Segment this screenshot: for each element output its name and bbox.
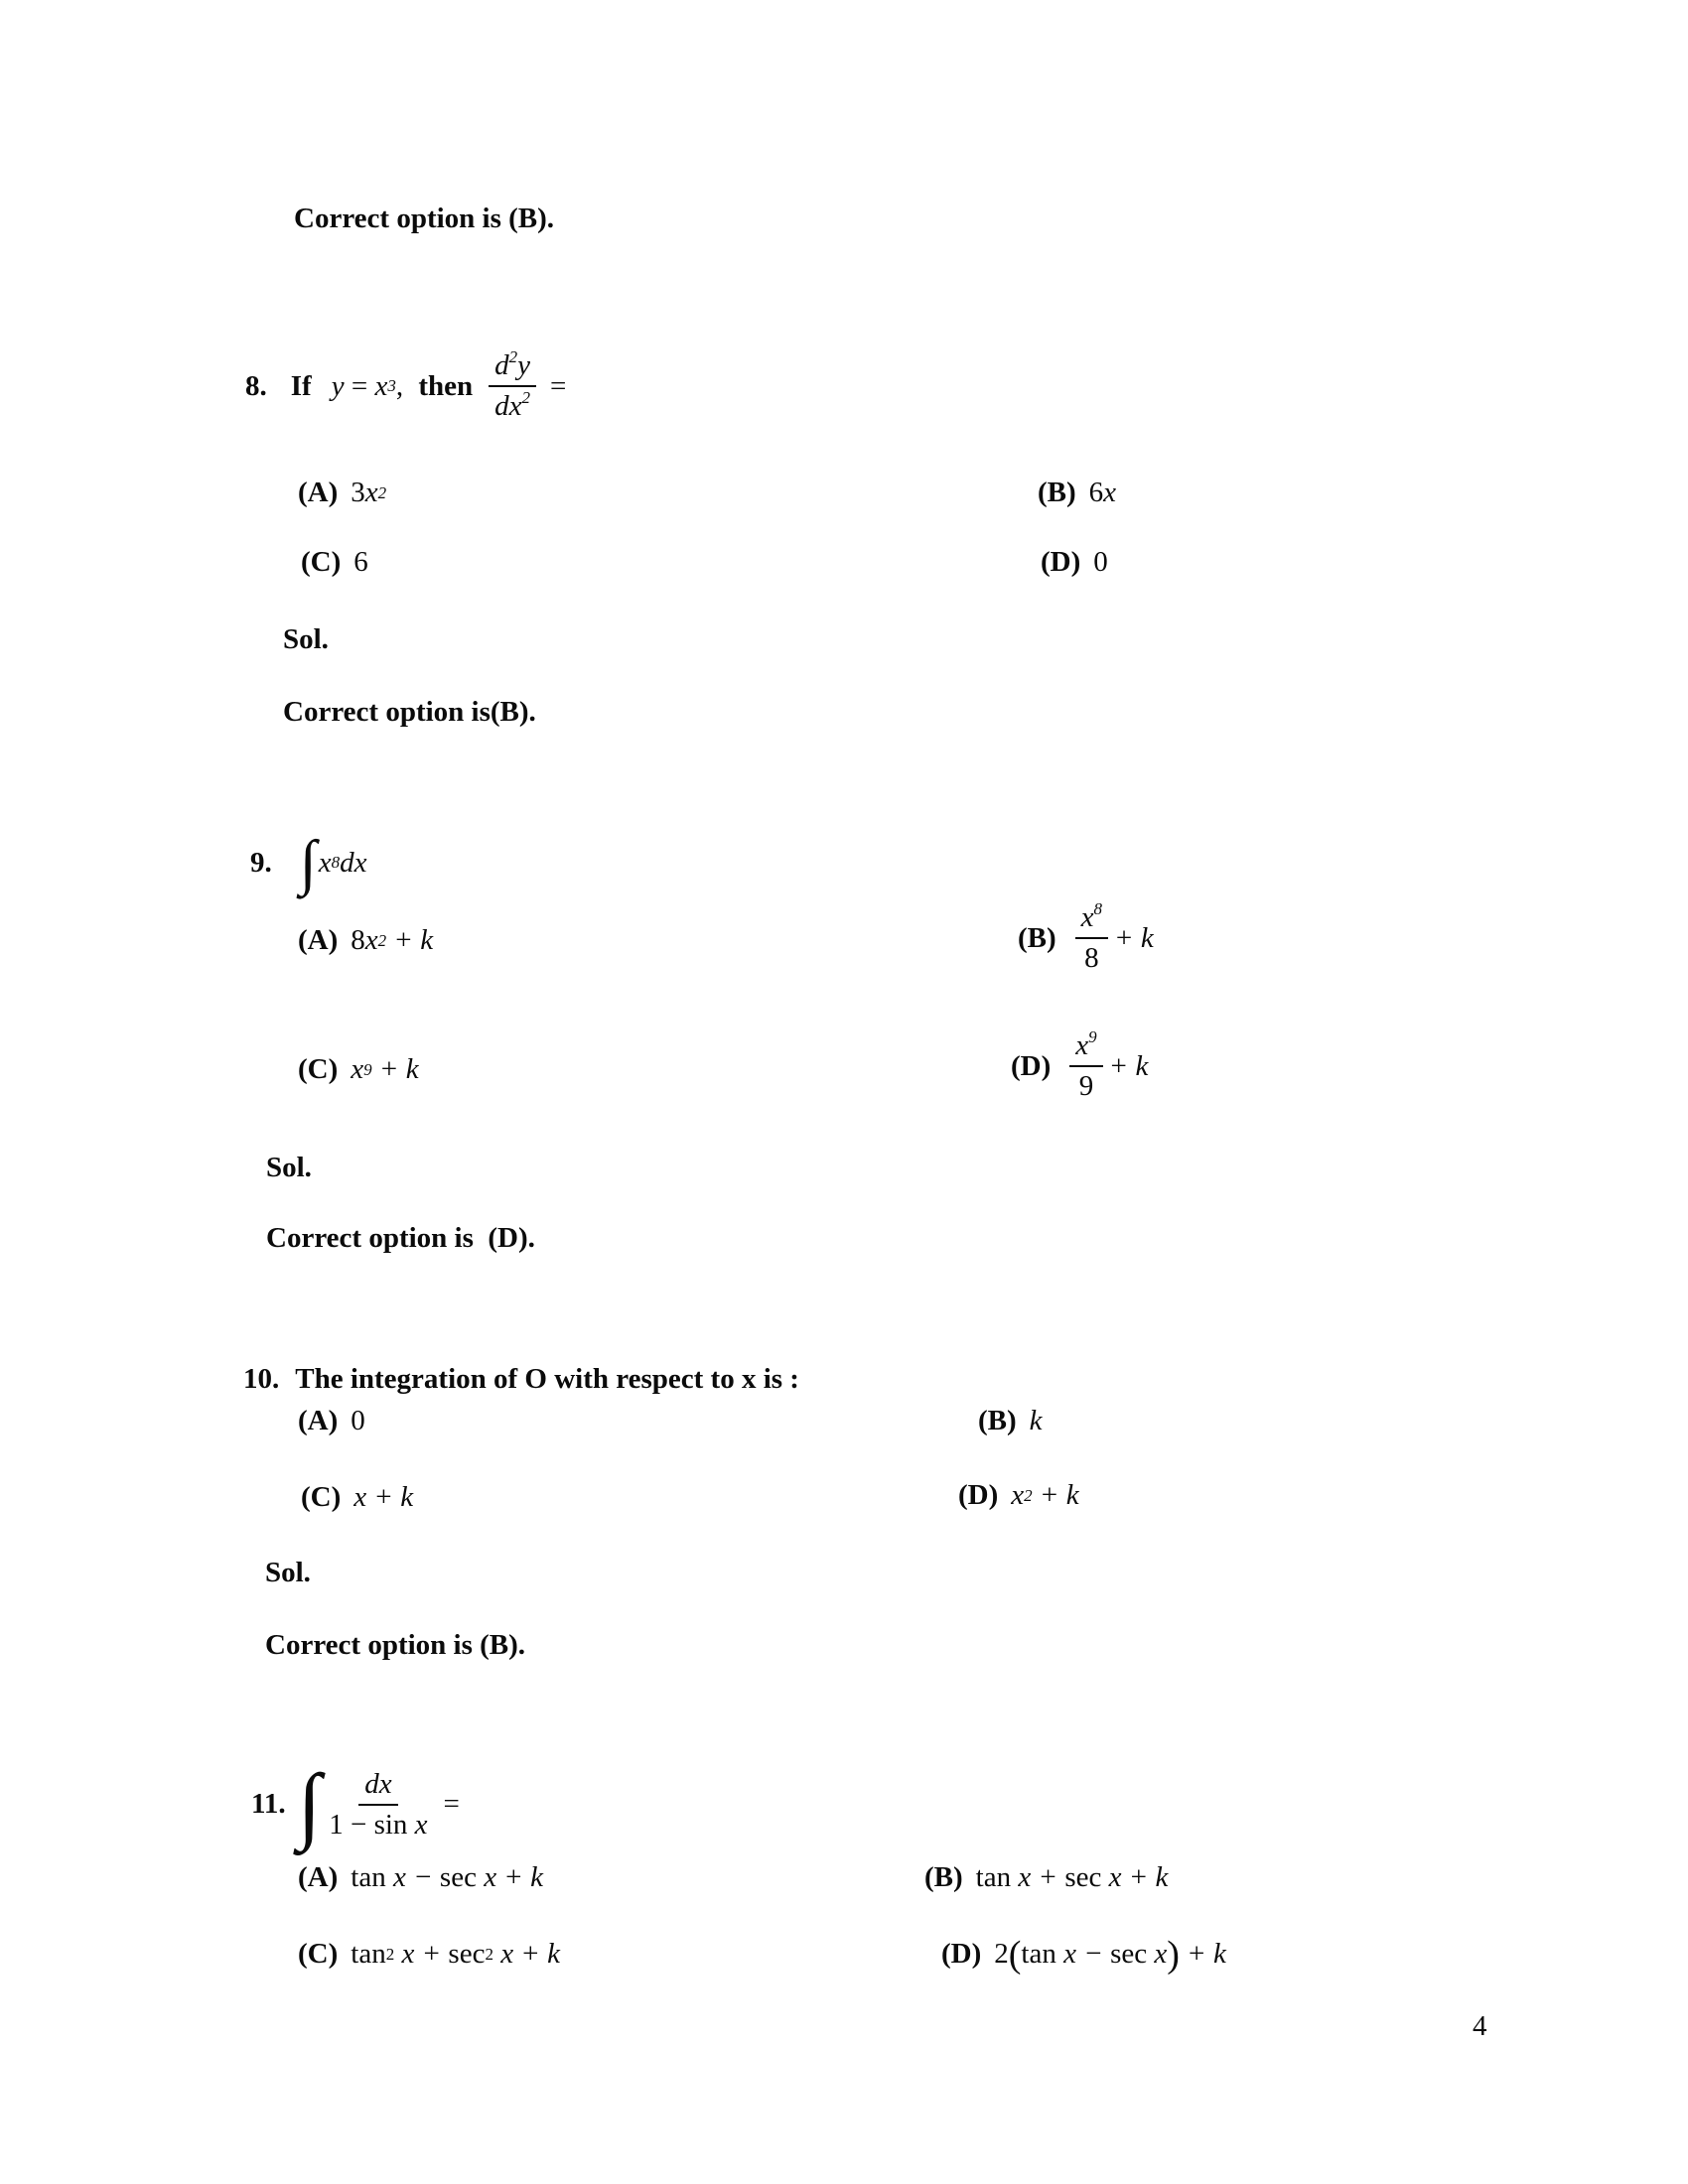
q8-option-c — [301, 546, 368, 579]
q11-option-b — [924, 1861, 1168, 1894]
q8-if-word: If — [290, 369, 312, 402]
q8-option-b-var: x — [1103, 477, 1117, 508]
question-9-stem: 9. ∫ x 8 dx — [250, 829, 367, 896]
q8-option-c-label: (C) — [301, 546, 342, 578]
q8-option-b-coef: 6 — [1088, 477, 1104, 508]
q8-option-a: (A) 3 x 2 — [298, 477, 387, 508]
q10-sol-label: Sol. — [265, 1557, 311, 1588]
q8-number: 8. — [245, 369, 267, 402]
q11-option-d-coef: 2 — [994, 1938, 1009, 1970]
q11-option-a-seg1: x − — [385, 1861, 440, 1893]
q8-derivative-fraction — [489, 349, 536, 424]
q9-option-d — [1011, 1029, 1148, 1104]
q11-option-b-seg1: x + — [1011, 1861, 1065, 1893]
question-8-stem: 8. If y = x 3 , then $\frac{d^2y}{dx^2}$ = — [245, 347, 567, 423]
q11-option-d-tan: tan — [1021, 1938, 1056, 1970]
q8-equals-2: = — [549, 369, 567, 402]
q11-option-c-label: (C) — [298, 1938, 339, 1970]
q11-option-d-seg2: x — [1147, 1938, 1168, 1970]
q9-option-a-coef: 8 — [351, 924, 365, 956]
q10-option-d-var: x — [1011, 1479, 1025, 1511]
q9-option-a-label: (A) — [298, 924, 339, 956]
q11-fraction-denominator — [329, 1806, 427, 1842]
q11-option-a — [298, 1861, 543, 1894]
q11-option-b-tan: tan — [975, 1861, 1012, 1893]
q11-option-d-tail: + k — [1179, 1938, 1226, 1970]
q9-option-d-numerator — [1069, 1029, 1102, 1067]
q8-option-b-label: (B) — [1038, 477, 1076, 508]
q11-option-b-sec: sec — [1064, 1861, 1102, 1893]
q9-answer: Correct option is (D). — [266, 1222, 535, 1254]
q9-option-b-numerator — [1075, 901, 1108, 939]
q11-option-a-sec: sec — [439, 1861, 477, 1893]
q9-var-x: x — [318, 846, 332, 879]
q10-stem-text: The integration of O with respect to x is : — [295, 1363, 799, 1395]
q8-answer: Correct option is(B). — [283, 696, 536, 728]
q9-option-b-num-var: x — [1080, 901, 1094, 933]
q11-option-c: (C) tan 2 x + sec 2 x + k — [298, 1938, 560, 1970]
q9-option-d-num-var: x — [1075, 1029, 1089, 1061]
q10-option-c-label: (C) — [301, 1481, 342, 1513]
q11-option-b-label: (B) — [924, 1861, 963, 1893]
q8-option-a-var: x — [364, 477, 378, 508]
q8-var-x: x — [374, 369, 388, 402]
q11-option-d: (D) 2 ( tan x − sec x ) + k — [941, 1933, 1226, 1976]
q9-option-d-fraction — [1069, 1029, 1102, 1104]
q9-option-c-var: x — [351, 1053, 364, 1085]
q8-option-d-label: (D) — [1041, 546, 1081, 578]
q8-den-exp: 2 — [521, 388, 530, 408]
q9-option-b-tail: + k — [1114, 921, 1154, 954]
q9-option-d-tail: + k — [1108, 1049, 1149, 1082]
page-number: 4 — [1473, 2010, 1487, 2042]
q9-dx: dx — [340, 846, 367, 879]
q8-equals-1: = — [344, 369, 375, 402]
q10-option-a-value: 0 — [351, 1405, 365, 1436]
q8-fraction-numerator — [489, 349, 536, 387]
q10-option-d-label: (D) — [958, 1479, 999, 1511]
q9-option-c: (C) x 9 + k — [298, 1053, 419, 1085]
q11-number: 11. — [251, 1788, 286, 1821]
q10-option-c-value: x + k — [353, 1481, 414, 1513]
q9-option-b-num-exp: 8 — [1093, 899, 1103, 918]
q9-option-b-label: (B) — [1018, 921, 1056, 954]
q10-answer: Correct option is (B). — [265, 1629, 526, 1661]
q8-num-y: y — [517, 349, 530, 381]
q10-option-b-label: (B) — [978, 1405, 1017, 1436]
q11-integral-sign: ∫ — [297, 1756, 322, 1851]
q8-option-a-label: (A) — [298, 477, 339, 508]
question-11-stem — [251, 1756, 460, 1851]
prev-answer-note: Correct option is (B). — [294, 203, 555, 234]
q8-num-d: d — [494, 349, 509, 381]
q8-comma: , — [395, 369, 411, 402]
q11-option-c-seg1: x + — [394, 1938, 449, 1970]
q11-option-d-label: (D) — [941, 1938, 982, 1970]
q8-option-d — [1041, 546, 1108, 579]
q9-option-d-denominator: 9 — [1078, 1070, 1094, 1103]
q9-option-c-tail: + k — [371, 1053, 419, 1085]
q10-option-a — [298, 1405, 365, 1437]
q11-option-b-seg2: x + k — [1101, 1861, 1169, 1893]
q9-option-b-fraction — [1075, 901, 1108, 976]
q8-option-d-value: 0 — [1093, 546, 1108, 578]
q11-fraction-numerator: dx — [358, 1768, 397, 1806]
q9-integral-sign: ∫ — [299, 829, 317, 896]
q11-option-a-label: (A) — [298, 1861, 339, 1893]
q9-option-d-num-exp: 9 — [1088, 1027, 1097, 1046]
q11-option-c-sec: sec — [448, 1938, 486, 1970]
q8-option-b — [1038, 477, 1116, 509]
q11-option-a-seg2: x + k — [476, 1861, 543, 1893]
q8-then-word: then — [418, 369, 474, 402]
q11-option-a-tan: tan — [351, 1861, 386, 1893]
q11-option-c-seg2: x + k — [492, 1938, 560, 1970]
q9-option-a-tail: + k — [386, 924, 434, 956]
q9-option-b — [1018, 901, 1154, 976]
q11-den-sin: sin — [373, 1808, 415, 1841]
q11-fraction — [329, 1768, 427, 1843]
q9-option-a: (A) 8 x 2 + k — [298, 924, 434, 956]
q8-den-dx: dx — [494, 390, 522, 423]
q10-option-d: (D) x 2 + k — [958, 1479, 1079, 1511]
q10-number: 10. — [243, 1363, 280, 1395]
q10-option-b-value: k — [1029, 1405, 1043, 1436]
q9-option-c-label: (C) — [298, 1053, 339, 1085]
q8-sol-label: Sol. — [283, 623, 329, 655]
q10-option-d-tail: + k — [1032, 1479, 1079, 1511]
q8-var-y: y — [331, 369, 345, 402]
q11-option-c-tan: tan — [351, 1938, 386, 1970]
q8-fraction-denominator — [494, 387, 530, 423]
q11-equals: = — [443, 1788, 460, 1821]
q11-option-d-seg1: x − — [1055, 1938, 1111, 1970]
q10-option-c — [301, 1481, 413, 1514]
q10-option-a-label: (A) — [298, 1405, 339, 1436]
q9-option-d-label: (D) — [1011, 1049, 1052, 1082]
q10-option-b — [978, 1405, 1043, 1437]
q11-option-d-sec: sec — [1110, 1938, 1148, 1970]
q8-option-c-value: 6 — [353, 546, 368, 578]
question-10-stem — [243, 1363, 799, 1396]
q8-option-a-coef: 3 — [351, 477, 365, 508]
q9-number: 9. — [250, 846, 272, 879]
q9-option-b-denominator: 8 — [1084, 942, 1099, 975]
q9-sol-label: Sol. — [266, 1152, 312, 1183]
q11-den-var: x — [414, 1808, 428, 1841]
q8-num-exp: 2 — [508, 347, 518, 366]
q9-option-a-var: x — [364, 924, 378, 956]
q11-den-pre: 1 − — [329, 1808, 374, 1841]
